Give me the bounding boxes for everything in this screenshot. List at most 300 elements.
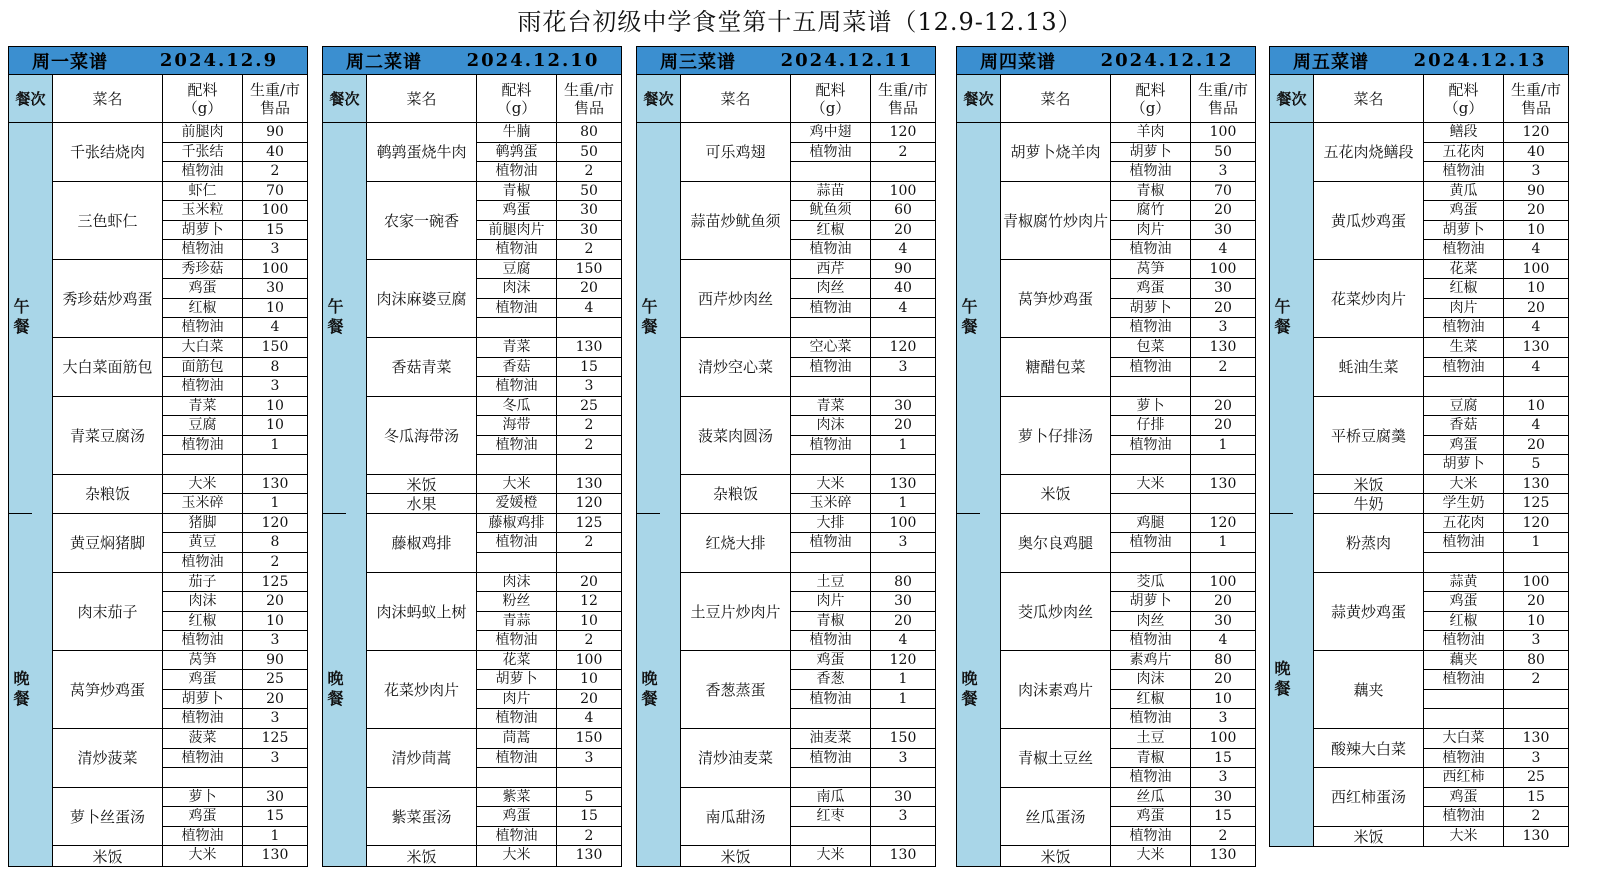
ingredient-row bbox=[163, 221, 307, 241]
ingredient-weight: 3 bbox=[1218, 163, 1228, 180]
dish-name: 平桥豆腐羹 bbox=[1314, 397, 1423, 475]
ingredient-row bbox=[477, 670, 621, 690]
ingredient-name: 莴笋 bbox=[1111, 260, 1191, 279]
ingredient-name: 植物油 bbox=[1111, 318, 1191, 337]
ingredient-name: 植物油 bbox=[163, 240, 243, 259]
day-menu-table bbox=[322, 46, 622, 867]
ingredient-weight: 25 bbox=[1527, 769, 1545, 786]
dish-name: 粉蒸肉 bbox=[1314, 514, 1423, 573]
ingredient-weight: 90 bbox=[894, 260, 912, 277]
ingredient-name: 青菜 bbox=[477, 338, 557, 357]
ingredient-weight bbox=[243, 455, 307, 474]
ingredient-name: 肉片 bbox=[1424, 299, 1504, 318]
ingredient-weight: 130 bbox=[261, 475, 289, 492]
ingredient-weight: 120 bbox=[261, 514, 289, 531]
ingredient-name: 土豆 bbox=[791, 573, 871, 592]
ingredient-weight: 1 bbox=[1218, 436, 1228, 453]
ingredient-name: 植物油 bbox=[1111, 631, 1191, 650]
ingredient-row bbox=[477, 768, 621, 788]
ingredient-weight: 30 bbox=[266, 280, 284, 297]
day-menu-table bbox=[1269, 46, 1569, 847]
ingredient-name: 肉片 bbox=[791, 592, 871, 611]
ingredient-name bbox=[1111, 377, 1191, 396]
ingredient-weight: 30 bbox=[580, 221, 598, 238]
dish-name: 西红柿蛋汤 bbox=[1314, 768, 1423, 827]
ingredient-name: 红椒 bbox=[1111, 690, 1191, 709]
ingredient-name: 莴笋 bbox=[163, 651, 243, 670]
ingredient-name: 植物油 bbox=[163, 553, 243, 572]
ingredient-row bbox=[1424, 573, 1568, 593]
ingredient-weight: 20 bbox=[580, 573, 598, 590]
ingredient-weight: 20 bbox=[580, 690, 598, 707]
ingredient-name: 红椒 bbox=[163, 299, 243, 318]
dish-name: 杂粮饭 bbox=[53, 475, 162, 514]
dish-name: 藕夹 bbox=[1314, 651, 1423, 729]
ingredient-name: 植物油 bbox=[791, 240, 871, 259]
ingredient-row bbox=[791, 651, 935, 671]
weight-column-header: 生重/市 售品 bbox=[877, 80, 929, 117]
ingredient-weight: 30 bbox=[1214, 612, 1232, 629]
ingredient-row bbox=[791, 318, 935, 338]
ingredient-name bbox=[791, 455, 871, 474]
ingredient-weight: 2 bbox=[270, 163, 280, 180]
dish-column-header: 菜名 bbox=[681, 75, 791, 122]
dish-name: 米饭 bbox=[367, 475, 476, 495]
menu-body bbox=[9, 123, 307, 866]
ingredient-name: 植物油 bbox=[477, 631, 557, 650]
ingredient-name: 植物油 bbox=[477, 240, 557, 259]
ingredient-row bbox=[791, 690, 935, 710]
ingredient-name: 冬瓜 bbox=[477, 397, 557, 416]
ingredient-name: 植物油 bbox=[163, 318, 243, 337]
ingredient-weight: 2 bbox=[270, 554, 280, 571]
ingredient-row bbox=[791, 553, 935, 573]
ingredient-name: 肉片 bbox=[477, 690, 557, 709]
ingredient-name: 植物油 bbox=[477, 709, 557, 728]
dish-name: 牛奶 bbox=[1314, 494, 1423, 514]
weight-column-header: 生重/市 售品 bbox=[249, 80, 301, 117]
ingredient-row bbox=[791, 494, 935, 514]
ingredient-name: 青椒 bbox=[791, 612, 871, 631]
dish-name: 蚝油生菜 bbox=[1314, 338, 1423, 397]
ingredient-name: 鹌鹑蛋 bbox=[477, 143, 557, 162]
ingredient-row bbox=[1111, 533, 1255, 553]
ingredient-row bbox=[791, 807, 935, 827]
dish-name: 奥尔良鸡腿 bbox=[1001, 514, 1110, 573]
ingredient-weight: 10 bbox=[1527, 612, 1545, 629]
meal-column-header: 餐次 bbox=[1270, 75, 1314, 122]
ingredient-name: 植物油 bbox=[477, 827, 557, 846]
ingredient-weight: 12 bbox=[580, 593, 598, 610]
day-header bbox=[957, 47, 1255, 75]
ingredient-weight: 50 bbox=[580, 182, 598, 199]
dish-name: 米饭 bbox=[92, 847, 123, 866]
ingredient-weight: 10 bbox=[266, 612, 284, 629]
ingredient-name: 红枣 bbox=[791, 807, 871, 826]
ingredient-name: 鸡蛋 bbox=[1111, 279, 1191, 298]
dish-name: 米饭 bbox=[1314, 475, 1423, 495]
dish-name: 萝卜丝蛋汤 bbox=[53, 788, 162, 847]
ingredient-row bbox=[791, 749, 935, 769]
ingredient-area bbox=[791, 123, 935, 866]
ingredient-row bbox=[1424, 729, 1568, 749]
ingredient-weight: 2 bbox=[584, 417, 594, 434]
day-name: 周四菜谱 bbox=[980, 51, 1056, 73]
ingredient-name: 红椒 bbox=[1424, 279, 1504, 298]
ingredient-row bbox=[1424, 123, 1568, 143]
ingredient-row bbox=[477, 592, 621, 612]
ingredient-weight: 5 bbox=[584, 788, 594, 805]
ingredient-weight bbox=[871, 709, 935, 728]
ingredient-name: 大白菜 bbox=[163, 338, 243, 357]
ingredient-weight: 80 bbox=[894, 573, 912, 590]
ingredient-name: 大米 bbox=[1424, 827, 1504, 847]
ingredient-weight: 2 bbox=[1218, 827, 1228, 844]
ingredient-row bbox=[477, 788, 621, 808]
ingredient-weight: 20 bbox=[1214, 593, 1232, 610]
ingredient-weight: 3 bbox=[1218, 769, 1228, 786]
dish-name: 农家一碗香 bbox=[367, 182, 476, 260]
dish-name: 清炒油麦菜 bbox=[681, 729, 790, 788]
ingredient-weight: 130 bbox=[1209, 847, 1237, 864]
dish-column bbox=[367, 123, 477, 866]
dish-name: 鹌鹑蛋烧牛肉 bbox=[367, 123, 476, 182]
ingredient-name: 西芹 bbox=[791, 260, 871, 279]
ingredient-weight: 20 bbox=[1527, 436, 1545, 453]
ingredient-row bbox=[791, 670, 935, 690]
ingredient-weight: 20 bbox=[266, 690, 284, 707]
dish-name: 丝瓜蛋汤 bbox=[1001, 788, 1110, 847]
weight-column-header: 生重/市 售品 bbox=[563, 80, 615, 117]
ingredient-weight: 15 bbox=[580, 358, 598, 375]
ingredient-name: 茄子 bbox=[163, 573, 243, 592]
ingredient-name: 羊肉 bbox=[1111, 123, 1191, 142]
ingredient-weight: 20 bbox=[1527, 593, 1545, 610]
ingredient-row bbox=[1424, 690, 1568, 710]
ingredient-weight: 90 bbox=[266, 124, 284, 140]
ingredient-name bbox=[791, 768, 871, 787]
ingredient-name bbox=[791, 377, 871, 396]
ingredient-row bbox=[1111, 612, 1255, 632]
ingredient-weight: 100 bbox=[261, 260, 289, 277]
day-menu-table bbox=[956, 46, 1256, 867]
ingredient-weight: 2 bbox=[584, 436, 594, 453]
ingredient-weight: 2 bbox=[898, 143, 908, 160]
ingredient-name: 玉米粒 bbox=[163, 201, 243, 220]
ingredient-weight: 15 bbox=[1214, 749, 1232, 766]
ingredient-weight: 100 bbox=[889, 514, 917, 531]
day-header bbox=[1270, 47, 1568, 75]
ingredient-row bbox=[477, 397, 621, 417]
ingredient-row bbox=[477, 807, 621, 827]
ingredient-name: 豆腐 bbox=[1424, 397, 1504, 416]
day-header bbox=[637, 47, 935, 75]
ingredient-name: 植物油 bbox=[1424, 533, 1504, 552]
ingredient-weight: 30 bbox=[266, 788, 284, 805]
ingredient-name: 鸡蛋 bbox=[477, 201, 557, 220]
ingredient-name: 植物油 bbox=[1111, 358, 1191, 377]
ingredient-weight: 125 bbox=[575, 514, 603, 531]
ingredient-name: 植物油 bbox=[791, 436, 871, 455]
ingredient-name: 大米 bbox=[1424, 475, 1504, 494]
ingredient-row bbox=[1111, 338, 1255, 358]
ingredient-row bbox=[1111, 846, 1255, 866]
ingredient-column-header: 配料 （g） bbox=[1111, 75, 1191, 122]
dish-name: 茭瓜炒肉丝 bbox=[1001, 573, 1110, 651]
ingredient-name: 肉片 bbox=[1111, 221, 1191, 240]
ingredient-name: 花菜 bbox=[477, 651, 557, 670]
ingredient-weight: 15 bbox=[580, 808, 598, 825]
ingredient-row bbox=[163, 533, 307, 553]
ingredient-weight: 20 bbox=[894, 221, 912, 238]
dish-name: 莴笋炒鸡蛋 bbox=[53, 651, 162, 729]
ingredient-name: 植物油 bbox=[477, 377, 557, 396]
ingredient-row bbox=[791, 475, 935, 495]
dish-name: 香菇青菜 bbox=[367, 338, 476, 397]
ingredient-row bbox=[791, 533, 935, 553]
ingredient-row bbox=[1111, 318, 1255, 338]
column-header-row bbox=[9, 75, 307, 123]
day-name: 周五菜谱 bbox=[1293, 51, 1369, 73]
ingredient-name: 肉沫 bbox=[163, 592, 243, 611]
ingredient-row bbox=[477, 612, 621, 632]
ingredient-row bbox=[1111, 416, 1255, 436]
meal-column bbox=[323, 123, 367, 866]
ingredient-weight: 2 bbox=[584, 534, 594, 551]
ingredient-weight bbox=[557, 768, 621, 787]
ingredient-name: 西红柿 bbox=[1424, 768, 1504, 787]
ingredient-weight: 4 bbox=[1218, 632, 1228, 649]
ingredient-weight: 15 bbox=[266, 808, 284, 825]
ingredient-name: 植物油 bbox=[163, 631, 243, 650]
ingredient-name: 海带 bbox=[477, 416, 557, 435]
ingredient-name: 植物油 bbox=[1111, 709, 1191, 728]
ingredient-name: 植物油 bbox=[477, 299, 557, 318]
ingredient-weight: 1 bbox=[898, 495, 908, 512]
meal-column bbox=[1270, 123, 1314, 846]
ingredient-row bbox=[1111, 221, 1255, 241]
day-date: 2024.12.12 bbox=[1100, 50, 1234, 71]
ingredient-weight bbox=[871, 553, 935, 572]
meal-column-header: 餐次 bbox=[323, 75, 367, 122]
ingredient-name: 鸡蛋 bbox=[1424, 201, 1504, 220]
ingredient-weight: 8 bbox=[270, 358, 280, 375]
ingredient-weight: 150 bbox=[889, 729, 917, 746]
ingredient-weight: 4 bbox=[1531, 417, 1541, 434]
ingredient-weight: 125 bbox=[261, 573, 289, 590]
ingredient-weight: 100 bbox=[1209, 573, 1237, 590]
ingredient-row bbox=[791, 846, 935, 866]
ingredient-name: 香葱 bbox=[791, 670, 871, 689]
ingredient-weight: 130 bbox=[575, 847, 603, 864]
ingredient-row bbox=[163, 788, 307, 808]
ingredient-name: 植物油 bbox=[1424, 358, 1504, 377]
ingredient-name: 肉丝 bbox=[791, 279, 871, 298]
ingredient-weight: 10 bbox=[266, 417, 284, 434]
ingredient-row bbox=[163, 377, 307, 397]
ingredient-row bbox=[1111, 729, 1255, 749]
ingredient-name: 爱媛橙 bbox=[477, 494, 557, 513]
column-header-row bbox=[1270, 75, 1568, 123]
dish-column-header: 菜名 bbox=[1001, 75, 1111, 122]
ingredient-name: 大米 bbox=[477, 846, 557, 866]
ingredient-weight: 2 bbox=[1531, 671, 1541, 688]
ingredient-name: 茭瓜 bbox=[1111, 573, 1191, 592]
column-header-row bbox=[323, 75, 621, 123]
ingredient-weight: 125 bbox=[1522, 495, 1550, 512]
ingredient-weight: 20 bbox=[1214, 417, 1232, 434]
ingredient-name: 植物油 bbox=[1424, 240, 1504, 259]
dinner-label: 晚餐 bbox=[325, 669, 344, 710]
ingredient-row bbox=[1424, 358, 1568, 378]
ingredient-weight: 3 bbox=[1531, 163, 1541, 180]
ingredient-name: 萝卜 bbox=[163, 788, 243, 807]
ingredient-row bbox=[163, 670, 307, 690]
ingredient-row bbox=[1111, 162, 1255, 182]
ingredient-weight bbox=[871, 377, 935, 396]
dish-column bbox=[1001, 123, 1111, 866]
ingredient-name: 植物油 bbox=[163, 436, 243, 455]
ingredient-row bbox=[163, 729, 307, 749]
ingredient-name: 鱿鱼须 bbox=[791, 201, 871, 220]
ingredient-weight: 3 bbox=[898, 749, 908, 766]
ingredient-weight: 3 bbox=[584, 378, 594, 395]
ingredient-weight: 2 bbox=[584, 241, 594, 258]
ingredient-name: 学生奶 bbox=[1424, 494, 1504, 513]
ingredient-weight bbox=[557, 553, 621, 572]
day-header bbox=[9, 47, 307, 75]
ingredient-weight: 100 bbox=[1209, 124, 1237, 140]
dish-name: 青椒腐竹炒肉片 bbox=[1001, 182, 1110, 260]
column-header-row bbox=[957, 75, 1255, 123]
dish-column-header: 菜名 bbox=[1314, 75, 1424, 122]
ingredient-weight: 10 bbox=[1527, 221, 1545, 238]
dish-name: 肉沫麻婆豆腐 bbox=[367, 260, 476, 338]
dish-name: 秀珍菇炒鸡蛋 bbox=[53, 260, 162, 338]
ingredient-name bbox=[477, 768, 557, 787]
ingredient-row bbox=[1111, 358, 1255, 378]
ingredient-name: 仔排 bbox=[1111, 416, 1191, 435]
ingredient-weight: 2 bbox=[584, 632, 594, 649]
ingredient-name bbox=[791, 709, 871, 728]
ingredient-row bbox=[791, 631, 935, 651]
ingredient-row bbox=[1111, 123, 1255, 143]
ingredient-weight: 25 bbox=[266, 671, 284, 688]
ingredient-area bbox=[1111, 123, 1255, 866]
meal-column-header: 餐次 bbox=[637, 75, 681, 122]
ingredient-name: 植物油 bbox=[1424, 807, 1504, 826]
ingredient-weight: 120 bbox=[1522, 514, 1550, 531]
ingredient-row bbox=[477, 377, 621, 397]
ingredient-weight: 100 bbox=[1209, 260, 1237, 277]
lunch-label: 午餐 bbox=[1270, 123, 1293, 514]
ingredient-name: 胡萝卜 bbox=[477, 670, 557, 689]
ingredient-row bbox=[1424, 514, 1568, 534]
ingredient-name: 大米 bbox=[791, 846, 871, 866]
ingredient-row bbox=[477, 709, 621, 729]
dish-name: 清炒菠菜 bbox=[53, 729, 162, 788]
ingredient-row bbox=[163, 338, 307, 358]
ingredient-name: 黄瓜 bbox=[1424, 182, 1504, 201]
ingredient-name bbox=[1424, 690, 1504, 709]
ingredient-name: 萝卜 bbox=[1111, 397, 1191, 416]
dish-name: 冬瓜海带汤 bbox=[367, 397, 476, 475]
ingredient-weight: 30 bbox=[1214, 221, 1232, 238]
ingredient-row bbox=[1424, 475, 1568, 495]
ingredient-row bbox=[791, 358, 935, 378]
ingredient-row bbox=[1111, 827, 1255, 847]
ingredient-row bbox=[477, 846, 621, 866]
ingredient-weight: 1 bbox=[270, 436, 280, 453]
ingredient-weight: 1 bbox=[270, 495, 280, 512]
ingredient-weight: 130 bbox=[1522, 729, 1550, 746]
dish-name: 清炒茼蒿 bbox=[367, 729, 476, 788]
ingredient-weight bbox=[1504, 709, 1568, 728]
dish-name: 酸辣大白菜 bbox=[1314, 729, 1423, 768]
ingredient-row bbox=[1424, 397, 1568, 417]
ingredient-name: 植物油 bbox=[1111, 240, 1191, 259]
ingredient-row bbox=[791, 143, 935, 163]
dish-name: 黄瓜炒鸡蛋 bbox=[1314, 182, 1423, 260]
ingredient-row bbox=[791, 377, 935, 397]
ingredient-name: 五花肉 bbox=[1424, 514, 1504, 533]
ingredient-row bbox=[791, 397, 935, 417]
ingredient-row bbox=[163, 553, 307, 573]
ingredient-weight: 2 bbox=[584, 827, 594, 844]
ingredient-row bbox=[163, 143, 307, 163]
ingredient-row bbox=[1424, 162, 1568, 182]
ingredient-row bbox=[163, 201, 307, 221]
ingredient-name: 植物油 bbox=[163, 827, 243, 846]
ingredient-row bbox=[791, 279, 935, 299]
dish-name: 青椒土豆丝 bbox=[1001, 729, 1110, 788]
ingredient-row bbox=[477, 279, 621, 299]
ingredient-row bbox=[1111, 573, 1255, 593]
ingredient-name: 花菜 bbox=[1424, 260, 1504, 279]
weight-column-header: 生重/市 售品 bbox=[1197, 80, 1249, 117]
ingredient-name: 青椒 bbox=[1111, 749, 1191, 768]
ingredient-row bbox=[477, 318, 621, 338]
ingredient-name bbox=[791, 553, 871, 572]
ingredient-name: 菠菜 bbox=[163, 729, 243, 748]
ingredient-row bbox=[163, 827, 307, 847]
dish-name: 紫菜蛋汤 bbox=[367, 788, 476, 847]
ingredient-row bbox=[1111, 299, 1255, 319]
ingredient-row bbox=[1111, 455, 1255, 475]
ingredient-row bbox=[1111, 651, 1255, 671]
ingredient-column-header: 配料 （g） bbox=[477, 75, 557, 122]
ingredient-row bbox=[477, 514, 621, 534]
ingredient-weight: 20 bbox=[894, 612, 912, 629]
ingredient-weight: 10 bbox=[1527, 280, 1545, 297]
menu-body bbox=[323, 123, 621, 866]
ingredient-weight: 100 bbox=[1522, 573, 1550, 590]
ingredient-name: 植物油 bbox=[791, 358, 871, 377]
dish-name: 米饭 bbox=[1353, 827, 1384, 846]
ingredient-weight: 20 bbox=[580, 280, 598, 297]
ingredient-name: 植物油 bbox=[477, 533, 557, 552]
ingredient-row bbox=[163, 123, 307, 143]
ingredient-weight bbox=[557, 455, 621, 474]
ingredient-name: 植物油 bbox=[163, 709, 243, 728]
ingredient-name: 大排 bbox=[791, 514, 871, 533]
ingredient-weight: 10 bbox=[580, 671, 598, 688]
ingredient-name: 青蒜 bbox=[477, 612, 557, 631]
ingredient-name: 包菜 bbox=[1111, 338, 1191, 357]
ingredient-row bbox=[1424, 201, 1568, 221]
ingredient-weight: 70 bbox=[266, 182, 284, 199]
ingredient-row bbox=[1111, 749, 1255, 769]
